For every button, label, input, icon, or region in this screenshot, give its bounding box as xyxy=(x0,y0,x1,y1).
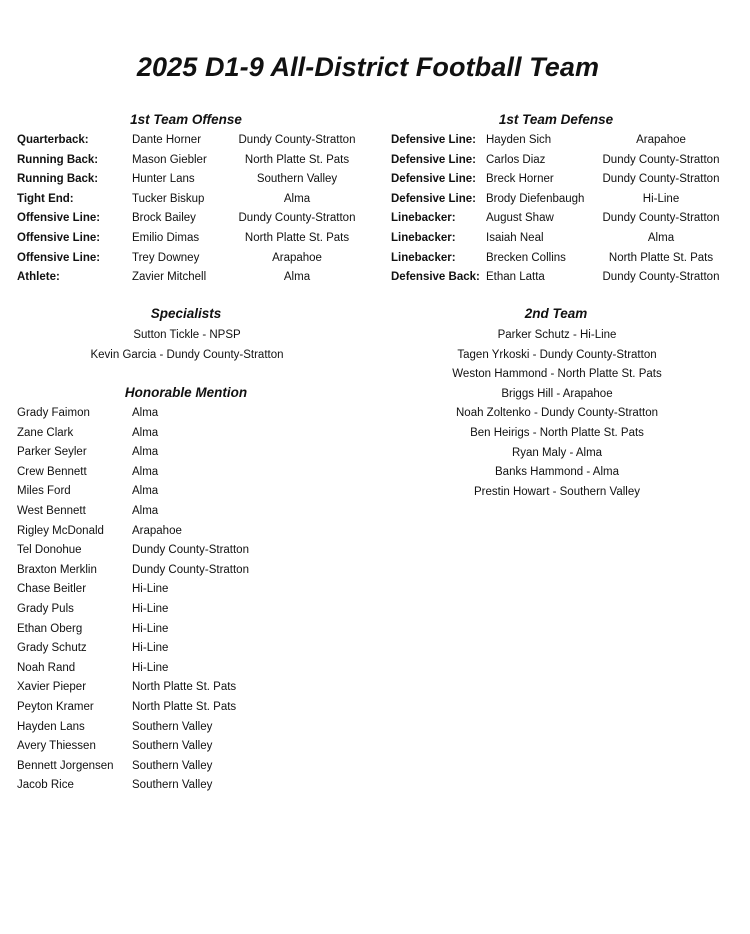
table-row xyxy=(17,737,317,757)
position-label: Defensive Line: xyxy=(391,173,476,186)
school-name: Alma xyxy=(283,192,311,205)
player-name: Jacob Rice xyxy=(17,779,74,792)
school-name: Hi-Line xyxy=(132,642,169,655)
school-name: Hi-Line xyxy=(132,661,169,674)
player-name: Brecken Collins xyxy=(486,251,566,264)
school-name: Dundy County-Stratton xyxy=(602,212,720,225)
school-name: Hi-Line xyxy=(132,622,169,635)
player-name: Emilio Dimas xyxy=(132,231,200,244)
table-row xyxy=(17,229,377,249)
school-name: Alma xyxy=(132,446,159,459)
specialists-heading: Specialists xyxy=(150,306,222,321)
second-team-list xyxy=(407,326,707,502)
school-name: Alma xyxy=(132,485,159,498)
table-row xyxy=(17,131,377,151)
player-name: Tel Donohue xyxy=(17,544,82,557)
school-name: Southern Valley xyxy=(132,759,213,772)
player-name: Brody Diefenbaugh xyxy=(486,192,585,205)
school-name: Alma xyxy=(132,465,159,478)
position-label: Linebacker: xyxy=(391,251,456,264)
player-name: Hunter Lans xyxy=(132,173,195,186)
school-name: Southern Valley xyxy=(132,740,213,753)
table-row xyxy=(17,502,317,522)
table-row xyxy=(17,678,317,698)
player-name: Rigley McDonald xyxy=(17,524,104,537)
table-row xyxy=(17,600,317,620)
table-row xyxy=(17,561,317,581)
list-item: Banks Hammond - Alma xyxy=(495,466,619,479)
player-name: Carlos Diaz xyxy=(486,153,546,166)
honorable-heading: Honorable Mention xyxy=(124,385,248,400)
position-label: Linebacker: xyxy=(391,212,456,225)
player-name: Grady Faimon xyxy=(17,407,90,419)
offense-heading: 1st Team Offense xyxy=(130,112,242,127)
player-name: Hayden Lans xyxy=(17,720,85,733)
table-row xyxy=(17,620,317,640)
table-row xyxy=(17,463,317,483)
player-name: West Bennett xyxy=(17,504,86,517)
list-item: Briggs Hill - Arapahoe xyxy=(501,387,613,400)
school-name: Dundy County-Stratton xyxy=(602,173,720,186)
table-row xyxy=(17,757,317,777)
position-label: Defensive Line: xyxy=(391,192,476,205)
school-name: Alma xyxy=(132,504,159,517)
player-name: Miles Ford xyxy=(17,485,71,498)
player-name: Chase Beitler xyxy=(17,583,87,596)
table-row xyxy=(17,482,317,502)
position-label: Offensive Line: xyxy=(17,231,101,244)
table-row xyxy=(17,522,317,542)
table-row xyxy=(17,718,317,738)
table-row xyxy=(391,268,731,288)
specialists-list xyxy=(37,326,337,365)
table-row xyxy=(17,190,377,210)
position-label: Quarterback: xyxy=(17,134,89,146)
list-item: Noah Zoltenko - Dundy County-Stratton xyxy=(456,407,658,420)
player-name: Zane Clark xyxy=(17,426,74,439)
table-row xyxy=(17,209,377,229)
position-label: Athlete: xyxy=(17,271,60,284)
table-row xyxy=(17,659,317,679)
table-row xyxy=(391,249,731,269)
position-label: Defensive Line: xyxy=(391,134,476,146)
school-name: Dundy County-Stratton xyxy=(132,544,249,557)
school-name: Arapahoe xyxy=(272,251,322,264)
player-name: Grady Puls xyxy=(17,602,74,615)
list-item: Tagen Yrkoski - Dundy County-Stratton xyxy=(457,348,657,361)
table-row xyxy=(17,443,317,463)
page-title: 2025 D1-9 All-District Football Team xyxy=(136,52,600,82)
list-item: Parker Schutz - Hi-Line xyxy=(497,329,617,341)
player-name: Hayden Sich xyxy=(486,134,552,146)
table-row xyxy=(17,639,317,659)
table-row xyxy=(391,170,731,190)
player-name: Ethan Latta xyxy=(486,271,545,284)
player-name: Zavier Mitchell xyxy=(132,271,207,284)
school-name: Dundy County-Stratton xyxy=(238,134,356,146)
position-label: Running Back: xyxy=(17,153,99,166)
table-row xyxy=(391,190,731,210)
table-row xyxy=(17,698,317,718)
list-item: Ben Heirigs - North Platte St. Pats xyxy=(470,426,644,439)
player-name: Grady Schutz xyxy=(17,642,87,655)
table-row xyxy=(391,151,731,171)
school-name: Arapahoe xyxy=(132,524,182,537)
position-label: Defensive Line: xyxy=(391,153,476,166)
school-name: Alma xyxy=(132,426,159,439)
position-label: Offensive Line: xyxy=(17,212,101,225)
table-row xyxy=(17,580,317,600)
school-name: Southern Valley xyxy=(256,173,338,186)
school-name: North Platte St. Pats xyxy=(608,251,714,264)
position-label: Offensive Line: xyxy=(17,251,101,264)
table-row xyxy=(17,541,317,561)
defense-table xyxy=(391,131,731,288)
offense-table xyxy=(17,131,377,288)
position-label: Running Back: xyxy=(17,173,99,186)
school-name: Arapahoe xyxy=(636,134,686,146)
table-row xyxy=(391,131,731,151)
list-item: Prestin Howart - Southern Valley xyxy=(474,485,640,498)
player-name: Brock Bailey xyxy=(132,212,196,225)
list-item: Weston Hammond - North Platte St. Pats xyxy=(452,368,662,381)
player-name: Tucker Biskup xyxy=(132,192,205,205)
player-name: Dante Horner xyxy=(132,134,202,146)
table-row xyxy=(17,249,377,269)
table-row xyxy=(391,229,731,249)
table-row xyxy=(17,424,317,444)
school-name: Dundy County-Stratton xyxy=(132,563,249,576)
position-label: Defensive Back: xyxy=(391,271,480,284)
list-item: Kevin Garcia - Dundy County-Stratton xyxy=(90,348,284,361)
defense-heading: 1st Team Defense xyxy=(498,112,614,127)
school-name: Alma xyxy=(132,407,159,419)
player-name: Mason Giebler xyxy=(132,153,207,166)
school-name: North Platte St. Pats xyxy=(244,231,350,244)
list-item: Sutton Tickle - NPSP xyxy=(133,329,241,341)
player-name: Bennett Jorgensen xyxy=(17,759,114,772)
table-row xyxy=(391,209,731,229)
school-name: Southern Valley xyxy=(132,779,213,792)
position-label: Linebacker: xyxy=(391,231,456,244)
school-name: Dundy County-Stratton xyxy=(602,271,720,284)
player-name: Avery Thiessen xyxy=(17,740,96,753)
school-name: Hi-Line xyxy=(132,583,169,596)
school-name: Hi-Line xyxy=(642,192,680,205)
player-name: Crew Bennett xyxy=(17,465,87,478)
player-name: Parker Seyler xyxy=(17,446,87,459)
school-name: Southern Valley xyxy=(132,720,213,733)
table-row xyxy=(17,268,377,288)
player-name: Isaiah Neal xyxy=(486,231,544,244)
school-name: Dundy County-Stratton xyxy=(602,153,720,166)
player-name: August Shaw xyxy=(486,212,554,225)
position-label: Tight End: xyxy=(17,192,74,205)
list-item: Ryan Maly - Alma xyxy=(511,446,603,459)
table-row xyxy=(17,151,377,171)
school-name: Hi-Line xyxy=(132,602,169,615)
player-name: Peyton Kramer xyxy=(17,700,94,713)
honorable-table xyxy=(17,404,317,796)
school-name: North Platte St. Pats xyxy=(132,700,237,713)
player-name: Breck Horner xyxy=(486,173,554,186)
school-name: Dundy County-Stratton xyxy=(238,212,356,225)
player-name: Braxton Merklin xyxy=(17,563,97,576)
school-name: Alma xyxy=(283,271,311,284)
table-row xyxy=(17,404,317,424)
second-team-heading: 2nd Team xyxy=(524,306,588,321)
school-name: Alma xyxy=(647,231,675,244)
school-name: North Platte St. Pats xyxy=(244,153,350,166)
player-name: Noah Rand xyxy=(17,661,76,674)
player-name: Xavier Pieper xyxy=(17,681,87,694)
player-name: Trey Downey xyxy=(132,251,200,264)
table-row xyxy=(17,776,317,796)
player-name: Ethan Oberg xyxy=(17,622,83,635)
school-name: North Platte St. Pats xyxy=(132,681,237,694)
table-row xyxy=(17,170,377,190)
